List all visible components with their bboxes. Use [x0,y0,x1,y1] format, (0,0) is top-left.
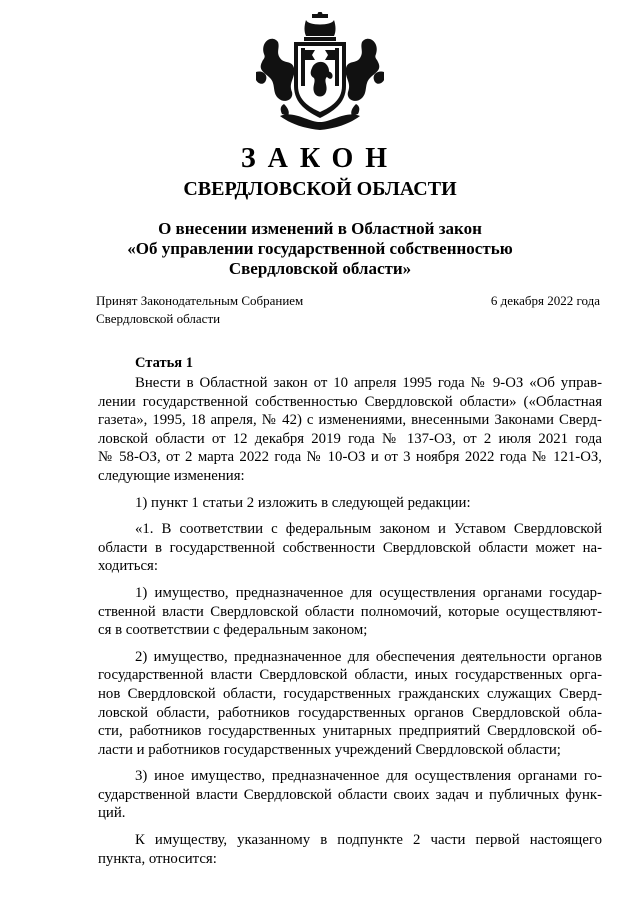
paragraph-line: К имуществу, указанному в подпункте 2 части первой настоящего [135,832,602,849]
law-subject-line: О внесении изменений в Областной закон [158,219,482,238]
paragraph-line: 2) имущество, предназначенное для обеспечения деятельности органов [135,648,602,665]
law-subject-line: Свердловской области» [228,259,412,278]
region-title: СВЕРДЛОВСКОЙ ОБЛАСТИ [183,178,457,200]
paragraph-line: ходиться: [98,558,158,575]
article-paragraph [98,831,602,868]
article-body [98,374,602,876]
paragraph-line: ловской области, работников государственных органов Свердловской обла- [98,704,602,721]
paragraph-line: лении государственной собственностью Свердловской области» («Областная [98,393,602,410]
article-paragraph [98,374,602,486]
paragraph-line: пункта, относится: [98,850,217,867]
document-type-title: ЗАКОН [240,143,400,174]
article-paragraph [98,520,602,576]
paragraph-line: сти, работников государственных унитарных предприятий Свердловской об- [98,723,602,740]
paragraph-line: ловской области от 12 декабря 2019 года № 137-ОЗ, от 2 июля 2021 года [98,430,602,447]
adopted-by [96,292,303,328]
paragraph-line: следующие изменения: [98,467,245,484]
law-subject-title [120,219,520,279]
paragraph-line: государственной власти Свердловской области, иных государственных орга- [98,667,602,684]
paragraph-line: 3) иное имущество, предназначенное для осуществления органами го- [135,768,602,785]
paragraph-line: ственной власти Свердловской области полномочий, которые осуществляют- [98,603,602,620]
paragraph-line: ся в соответствии с федеральным законом; [98,622,368,639]
article-paragraph [98,648,602,760]
paragraph-line: области в государственной собственности Свердловской области может на- [98,539,602,556]
article-paragraph [98,584,602,640]
paragraph-line: газета», 1995, 18 апреля, № 42) с изменениями, внесенными Законами Сверд- [98,412,602,429]
paragraph-line: ций. [98,805,126,822]
adoption-date: 6 декабря 2022 года [490,293,600,308]
paragraph-line: № 58-ОЗ, от 2 марта 2022 года № 10-ОЗ и от 3 ноября 2022 года № 121-ОЗ, [98,449,602,466]
coat-of-arms-icon [254,12,386,136]
paragraph-line: 1) пункт 1 статьи 2 изложить в следующей редакции: [135,494,471,511]
paragraph-line: 1) имущество, предназначенное для осуществления органами государ- [135,584,602,601]
paragraph-line: Внести в Областной закон от 10 апреля 1995 года № 9-ОЗ «Об управ- [135,375,602,391]
article-paragraph [98,767,602,823]
paragraph-line: «1. В соответствии с федеральным законом и Уставом Свердловской [135,521,602,538]
article-heading: Статья 1 [135,355,193,371]
paragraph-line: ласти и работников государственных учреждений Свердловской области; [98,741,561,758]
law-subject-line: «Об управлении государственной собственностью [127,239,513,258]
paragraph-line: сударственной власти Свердловской области своих задач и публичных функ- [98,786,602,803]
article-paragraph [98,494,602,513]
adopted-by-line: Принят Законодательным Собранием [96,293,304,308]
paragraph-line: нов Свердловской области, государственных гражданских служащих Сверд- [98,685,602,702]
adopted-by-line: Свердловской области [96,311,221,326]
